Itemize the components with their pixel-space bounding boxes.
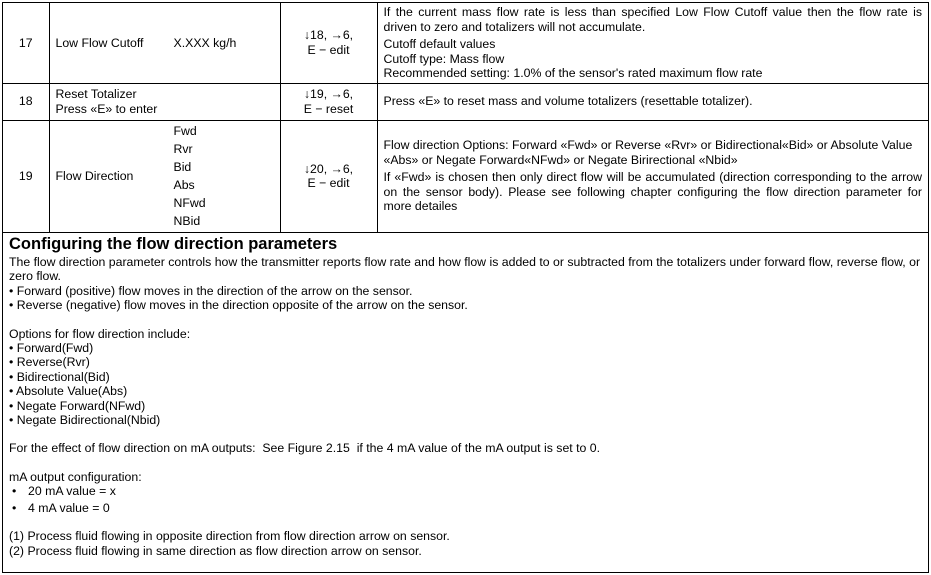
option-item: Rvr <box>173 142 193 156</box>
list-item: • Reverse(Rvr) <box>9 355 90 370</box>
document-frame <box>2 2 929 573</box>
table-row <box>3 83 928 120</box>
navigation-cell <box>280 120 377 232</box>
row-number: 17 <box>3 3 49 83</box>
list-item: • Forward (positive) flow moves in the direction of the arrow on the sensor. <box>9 283 413 298</box>
row-number: 18 <box>3 83 49 120</box>
flow-bullet-list <box>9 284 924 313</box>
row-number: 19 <box>3 120 49 232</box>
list-item: • Absolute Value(Abs) <box>9 384 128 399</box>
table-row <box>3 3 928 83</box>
parameter-hint: Press «E» to enter <box>55 101 158 116</box>
description-cell <box>377 83 928 120</box>
footnote: (1) Process fluid flowing in opposite direction from flow direction arrow on sensor. <box>9 529 450 544</box>
footnote: (2) Process fluid flowing in same direction as flow direction arrow on sensor. <box>9 543 422 558</box>
parameter-cell <box>49 3 280 83</box>
description-text: Cutoff default values <box>383 37 496 51</box>
navigation-action: E − reset <box>303 101 354 116</box>
section-intro: The flow direction parameter controls how the transmitter reports flow rate and how flow is added to or subtracted from the totalizers under forward flow, reverse flow, or zero flow. <box>9 255 924 284</box>
navigation-cell <box>280 3 377 83</box>
description-text: Cutoff type: Mass flow <box>383 51 505 66</box>
flow-direction-section <box>9 235 924 558</box>
ma-item-text: 20 mA value = x <box>28 484 116 499</box>
effect-note: For the effect of flow direction on mA outputs: See Figure 2.15 if the 4 mA value of the mA output is set to 0. <box>9 441 601 456</box>
list-item: • Negate Bidirectional(Nbid) <box>9 413 161 428</box>
option-item: Abs <box>173 178 195 192</box>
description-text: If «Fwd» is chosen then only direct flow will be accumulated (direction corresponding to the arrow on the sensor body). Please see following chapter configuring the flow direction parameter for more detailes <box>383 170 922 214</box>
section-title: Configuring the flow direction parameters <box>9 235 338 253</box>
options-heading: Options for flow direction include: <box>9 326 191 341</box>
list-item <box>9 501 924 515</box>
description-text: Press «E» to reset mass and volume totalizers (resettable totalizer). <box>383 94 753 109</box>
parameter-name: Flow Direction <box>55 168 134 183</box>
description-text: If the current mass flow rate is less than specified Low Flow Cutoff value then the flow rate is driven to zero and totalizers will not accumulate. <box>383 5 922 34</box>
options-list <box>9 341 924 427</box>
list-item: • Bidirectional(Bid) <box>9 369 110 384</box>
option-item: Fwd <box>173 124 197 138</box>
navigation-keys: ↓19, →6, <box>303 87 354 101</box>
ma-output-heading: mA output configuration: <box>9 469 142 484</box>
ma-item-text: 4 mA value = 0 <box>28 500 110 515</box>
parameter-table <box>3 3 928 233</box>
list-item: • Reverse (negative) flow moves in the direction opposite of the arrow on the sensor. <box>9 298 468 313</box>
option-item: Bid <box>173 160 192 174</box>
ma-output-list <box>9 484 924 515</box>
description-cell <box>377 3 928 83</box>
parameter-cell <box>49 83 280 120</box>
bullet-glyph: • <box>12 500 17 515</box>
parameter-value: X.XXX kg/h <box>173 35 237 50</box>
parameter-name: Low Flow Cutoff <box>55 35 144 50</box>
navigation-action: E − edit <box>307 176 350 190</box>
navigation-cell <box>280 83 377 120</box>
description-text: Recommended setting: 1.0% of the sensor's rated maximum flow rate <box>383 66 763 80</box>
option-list <box>174 122 206 230</box>
description-cell <box>377 120 928 232</box>
bullet-glyph: • <box>12 484 17 499</box>
list-item: • Forward(Fwd) <box>9 341 94 356</box>
navigation-keys: ↓18, →6, <box>303 28 354 43</box>
list-item: • Negate Forward(NFwd) <box>9 398 146 413</box>
parameter-name: Reset Totalizer <box>55 87 137 101</box>
option-item: NBid <box>173 214 201 228</box>
navigation-keys: ↓20, →6, <box>303 161 354 176</box>
navigation-action: E − edit <box>307 42 350 57</box>
list-item <box>9 484 924 498</box>
parameter-cell <box>49 120 280 232</box>
table-row <box>3 120 928 232</box>
option-item: NFwd <box>173 196 206 210</box>
description-text: Flow direction Options: Forward «Fwd» or Reverse «Rvr» or Bidirectional«Bid» or Absolute Value «Abs» or Negate Forward«NFwd» or Negate Birirectional «Nbid» <box>383 138 913 167</box>
